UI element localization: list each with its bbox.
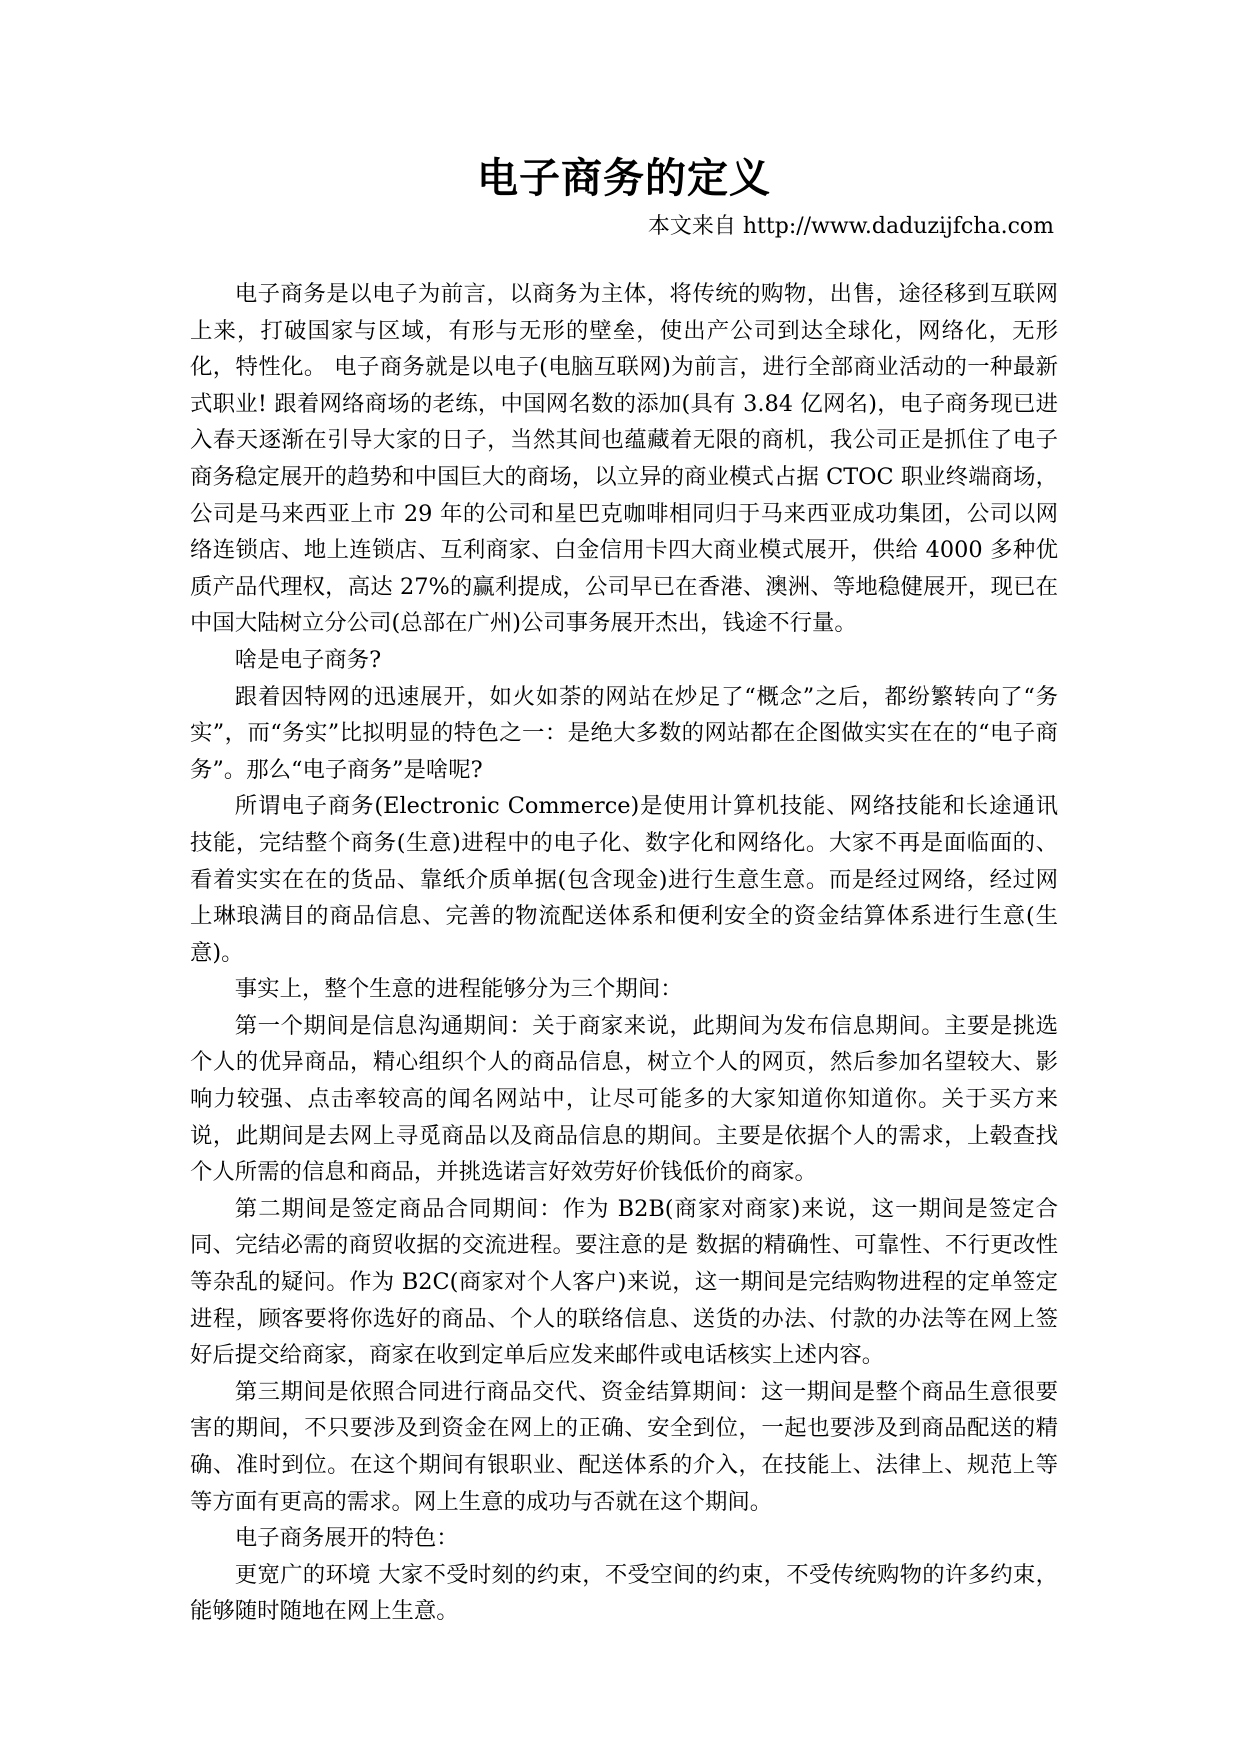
paragraph-features-heading: 电子商务展开的特色： [234, 1525, 459, 1552]
paragraph-stage-three: 第三期间是依照合同进行商品交代、资金结算期间：这一期间是整个商品生意很要害的期间，不只要涉及到资金在网上的正确、安全到位，一起也要涉及到商品配送的精确、准时到位。在这个期间有银职业、配送体系的介入，在技能上、法律上、规范上等等方面有更高的需求。网上生意的成功与否就在这个期间。 [190, 1378, 1058, 1515]
paragraph-stage-two: 第二期间是签定商品合同期间：作为 B2B(商家对商家)来说，这一期间是签定合同、完结必需的商贸收据的交流进程。要注意的是 数据的精确性、可靠性、不行更改性等杂乱的疑问。作为 B2C(商家对个人客户)来说，这一期间是完结购物进程的定单签定进程，顾客要将你选好的商品、个人的联络信息、送货的办法、付款的办法等在网上签好后提交给商家，商家在收到定单后应发来邮件或电话核实上述内容。 [190, 1195, 1058, 1369]
paragraph-definition: 所谓电子商务(Electronic Commerce)是使用计算机技能、网络技能和长途通讯技能，完结整个商务(生意)进程中的电子化、数字化和网络化。大家不再是面临面的、看着实实在在的货品、靠纸介质单据(包含现金)进行生意生意。而是经过网络，经过网上琳琅满目的商品信息、完善的物流配送体系和便利安全的资金结算体系进行生意(生意)。 [190, 793, 1058, 966]
paragraph-stages-intro: 事实上，整个生意的进程能够分为三个期间： [234, 976, 683, 1003]
document-title: 电子商务的定义 [477, 154, 771, 202]
document-body [190, 276, 1058, 1630]
paragraph-stage-one: 第一个期间是信息沟通期间：关于商家来说，此期间为发布信息期间。主要是挑选个人的优异商品，精心组织个人的商品信息，树立个人的网页，然后参加名望较大、影响力较强、点击率较高的闻名网站中，让尽可能多的大家知道你知道你。关于买方来说，此期间是去网上寻觅商品以及商品信息的期间。主要是依据个人的需求，上毂查找个人所需的信息和商品，并挑选诺言好效劳好价钱低价的商家。 [190, 1012, 1058, 1186]
source-note: 本文来自 http://www.daduzijfcha.com [647, 214, 1054, 239]
paragraph-feature-environment: 更宽广的环境 大家不受时刻的约束，不受空间的约束，不受传统购物的许多约束，能够随时随地在网上生意。 [190, 1561, 1058, 1625]
paragraph-trend: 跟着因特网的迅速展开，如火如荼的网站在炒足了“概念”之后，都纷繁转向了“务实”，而“务实”比拟明显的特色之一：是绝大多数的网站都在企图做实实在在的“电子商务”。那么“电子商务”是啥呢? [190, 683, 1058, 783]
document-page [190, 150, 1058, 1630]
paragraph-intro: 电子商务是以电子为前言，以商务为主体，将传统的购物，出售，途径移到互联网上来，打破国家与区域，有形与无形的壁垒，使出产公司到达全球化，网络化，无形化，特性化。 电子商务就是以电子(电脑互联网)为前言，进行全部商业活动的一种最新式职业! 跟着网络商场的老练，中国网名数的添加(具有 3.84 亿网名)，电子商务现已进入春天逐渐在引导大家的日子，当然其间也蕴藏着无限的商机，我公司正是抓住了电子商务稳定展开的趋势和中国巨大的商场，以立异的商业模式占据 CTOC 职业终端商场，公司是马来西亚上市 29 年的公司和星巴克咖啡相同归于马来西亚成功集团，公司以网络连锁店、地上连锁店、互利商家、白金信用卡四大商业模式展开，供给 4000 多种优质产品代理权，高达 27%的赢利提成，公司早已在香港、澳洲、等地稳健展开，现已在中国大陆树立分公司(总部在广州)公司事务展开杰出，钱途不行量。 [190, 281, 1058, 637]
paragraph-question: 啥是电子商务? [234, 646, 382, 673]
